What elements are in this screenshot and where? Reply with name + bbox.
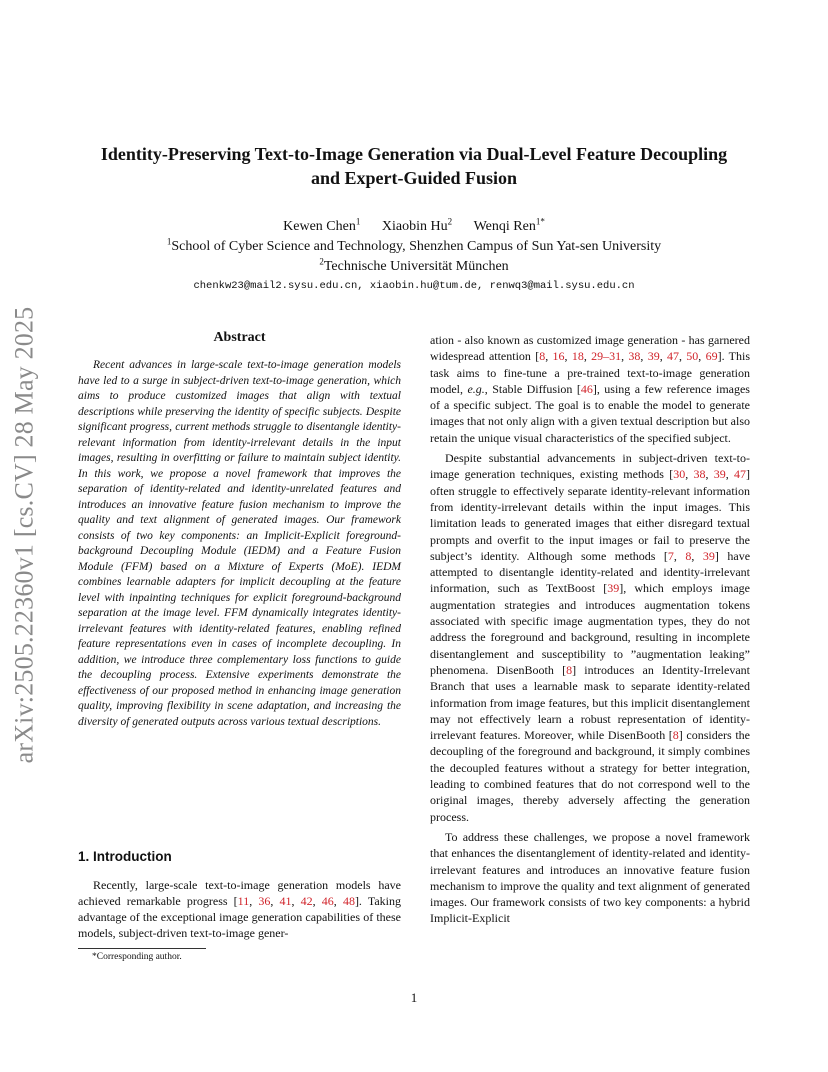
citation-link[interactable]: 50 — [686, 349, 699, 364]
citation-link[interactable]: 47 — [667, 349, 679, 364]
author-3: Wenqi Ren$^{1*}$ — [473, 216, 545, 234]
author-2: Xiaobin Hu$^2$ — [381, 216, 453, 234]
citation-link[interactable]: 8 — [566, 662, 573, 677]
footnote: *Corresponding author. — [92, 952, 182, 962]
citation-link[interactable]: 39 — [647, 349, 660, 364]
citation-link[interactable]: 39 — [713, 467, 726, 482]
footnote-rule — [78, 948, 206, 949]
citation-link[interactable]: 8 — [539, 349, 546, 364]
right-column — [430, 332, 750, 927]
citation-link[interactable]: 46 — [580, 381, 593, 396]
citation-link[interactable]: 48 — [342, 894, 355, 908]
citation-link[interactable]: 16 — [552, 349, 565, 364]
citation-link[interactable]: 30 — [673, 467, 686, 482]
right-paragraph-3: To address these challenges, we propose a novel framework that enhances the disentanglement of identity-related and identity-irrelevant features and introduces an innovative feature fusion mechanism to improve the quality and text alignment of generated images. Our framework consists of two key components: a hybrid Implicit-Explicit — [430, 829, 750, 926]
paper-title: Identity-Preserving Text-to-Image Generation via Dual-Level Feature Decoupling and Expert-Guided Fusion — [100, 144, 728, 188]
citation-link[interactable]: 18 — [571, 349, 584, 364]
right-paragraph-1: ation - also known as customized image generation - has garnered widespread attention [8, 16, 18, 29–31, 38, 39, 47, 50, 69]. This task aims to fine-tune a pre-trained text-to-image generation model, e.g., Stable Diffusion [46], using a few reference images of a specific subject. The goal is to enable the model to generate images that not only align with a given textual description but also retain the unique visual characteristics of the specified subject. — [430, 333, 751, 445]
citation-link[interactable]: 39 — [607, 581, 620, 596]
citation-link[interactable]: 38 — [628, 349, 641, 364]
citation-link[interactable]: 69 — [705, 349, 718, 364]
citation-link[interactable]: 7 — [667, 548, 674, 563]
citation-link[interactable]: 29–31 — [591, 349, 622, 364]
citation-link[interactable]: 41 — [279, 894, 292, 908]
citation-link[interactable]: 38 — [693, 467, 706, 482]
left-column — [78, 330, 401, 730]
citation-link[interactable]: 47 — [734, 467, 747, 482]
author-emails: chenkw23@mail2.sysu.edu.cn, xiaobin.hu@tum.de, renwq3@mail.sysu.edu.cn — [193, 280, 635, 292]
right-paragraph-2: Despite substantial advancements in subject-driven text-to-image generation techniques, existing methods [30, 38, 39, 47] often struggle to effectively separate identity-relevant information from identity-irrelevant details within the input images. This limitation leads to generated images that either disregard textual prompts and overfit to the input images or fail to preserve the subject’s identity. Although some methods [7, 8, 39] have attempted to disentangle identity-related and identity-irrelevant information, such as TextBoost [39], which employs image augmentation strategies and introduces augmentation tokens associated with specific image augmentation types, they do not address the foreground and background, resulting in incomplete disentanglement and susceptibility to ”augmentation leaking” phenomena. DisenBooth [8] introduces an Identity-Irrelevant Branch that uses a learnable mask to separate identity-related information from image features, but this implicit disentanglement may not effectively learn a robust representation of identity-irrelevant features. Moreover, while DisenBooth [8] considers the decoupling of the foreground and background, it simply combines the decoupled features without a strategy for better integration, leading to combined features that do not correspond well to the original images, thereby adversely affecting the generation process. — [430, 451, 751, 824]
citation-link[interactable]: 39 — [702, 548, 715, 563]
affiliation-2: $^2$Technische Universität München — [319, 256, 509, 274]
affiliation-1: $^1$School of Cyber Science and Technology, Shenzhen Campus of Sun Yat-sen University — [166, 236, 662, 254]
page-number: 1 — [410, 990, 418, 1005]
author-1: Kewen Chen$^1$ — [283, 216, 361, 234]
section-heading-introduction: 1. Introduction — [78, 849, 172, 864]
citation-link[interactable]: 11 — [237, 894, 250, 908]
citation-link[interactable]: 8 — [685, 548, 692, 563]
abstract-body: Recent advances in large-scale text-to-image generation models have led to a surge in subject-driven text-to-image generation, which aims to produce customized images that align with textual descriptions while preserving the identity of specific subjects. Despite significant progress, current methods struggle to disentangle identity-relevant information from identity-irrelevant details in the input images, resulting in overfitting or failure to maintain subject identity. In this work, we propose a novel framework that improves the separation of identity-related and identity-unrelated features and introduces an innovative feature fusion mechanism to improve the quality and text alignment of generated images. Our framework consists of two key components: an Implicit-Explicit foreground-background Decoupling Module (IEDM) and a Feature Fusion Module (FFM) based on a Mixture of Experts (MoE). IEDM combines learnable adapters for implicit decoupling at the feature level with inpainting techniques for explicit foreground-background separation at the image level. FFM dynamically integrates identity-irrelevant features with identity-related features, enabling refined feature representations even in cases of incomplete decoupling. In addition, we introduce three complementary loss functions to guide the decoupling process. Extensive experiments demonstrate the effectiveness of our proposed method in enhancing image generation quality, improving flexibility in scene adaptation, and increasing the diversity of generated outputs across various textual descriptions. — [78, 359, 401, 728]
author-list — [100, 218, 728, 236]
citation-link[interactable]: 42 — [300, 894, 313, 908]
citation-link[interactable]: 36 — [258, 894, 271, 908]
italic-text: e.g. — [467, 381, 485, 396]
arxiv-identifier-stamp — [4, 300, 44, 770]
intro-paragraph-1: Recently, large-scale text-to-image generation models have achieved remarkable progress [11, 36, 41, 42, 46, 48]. Taking advantage of the exceptional image generation capabilities of these models, subject-driven text-to-image gener- — [78, 878, 402, 940]
arxiv-id-text: arXiv:2505.22360v1 [cs.CV] 28 May 2025 — [9, 306, 38, 764]
citation-link[interactable]: 46 — [321, 894, 334, 908]
abstract-heading: Abstract — [213, 330, 266, 345]
citation-link[interactable]: 8 — [672, 728, 679, 743]
